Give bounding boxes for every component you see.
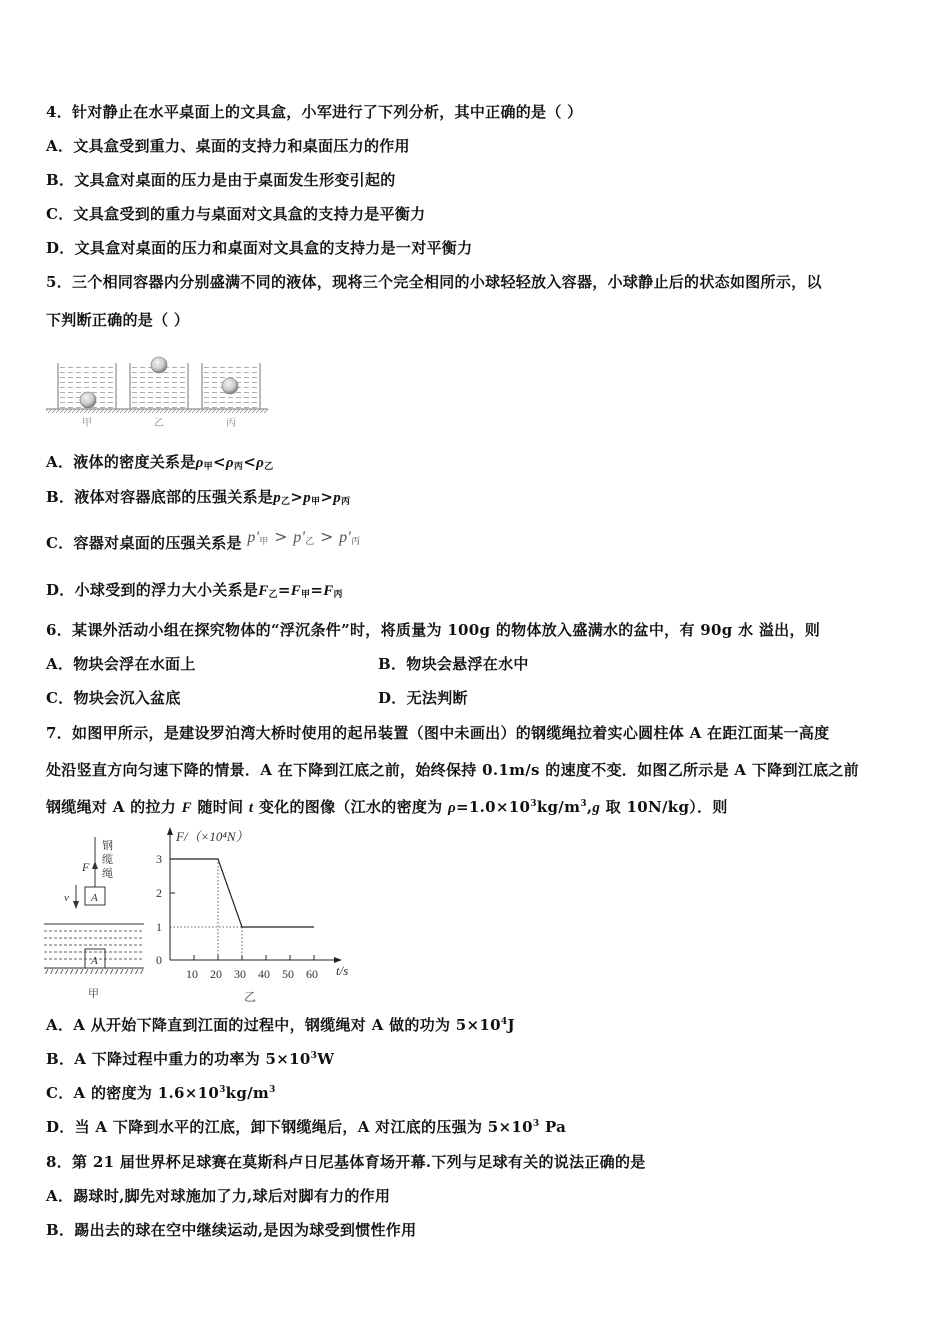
force-arrow-icon: [92, 861, 98, 869]
svg-text:50: 50: [282, 967, 294, 981]
caption-jia: 甲: [88, 988, 99, 1000]
svg-text:0: 0: [156, 953, 162, 967]
ground-hatch: [46, 409, 268, 413]
svg-text:40: 40: [258, 967, 270, 981]
q5-option-c: [46, 527, 361, 558]
svg-text:10: 10: [186, 967, 198, 981]
q6-option-c: C．物块会沉入盆底: [46, 689, 181, 707]
x-axis-label: t/s: [336, 963, 349, 978]
q7-option-a: A．A 从开始下降直到江面的过程中，钢缆绳对 A 做的功为 $5\times 10^4J$: [46, 1016, 515, 1034]
q5-option-c-text: C．容器对桌面的压强关系是: [46, 534, 242, 552]
q7-option-d: D．当 A 下降到水平的江底，卸下钢缆绳后，A 对江底的压强为 $5\times 10^3$ Pa: [46, 1118, 567, 1136]
label-bing: 丙: [226, 418, 236, 429]
velocity-label: v: [64, 892, 69, 904]
force-label: F: [82, 860, 90, 874]
container-jia: [58, 363, 116, 409]
force-series-line: [170, 859, 314, 927]
q6-option-b: B．物块会悬浮在水中: [378, 655, 529, 673]
q5-option-b: B．液体对容器底部的压强关系是$p_乙>p_甲>p_丙$: [46, 488, 351, 507]
q8-option-b: B．踢出去的球在空中继续运动,是因为球受到惯性作用: [46, 1221, 417, 1239]
q7-option-c: C．A 的密度为 $1.6\times 10^3kg/m^3$: [46, 1084, 276, 1102]
q5-option-c-formula: $p'_甲 > p'_乙 > p'_丙$: [247, 527, 361, 547]
container-yi: [130, 357, 188, 409]
caption-yi: 乙: [244, 990, 257, 1004]
q5-option-a-text: A．液体的密度关系是: [46, 453, 196, 471]
y-axis-label: F/（×10⁴N）: [176, 829, 249, 844]
svg-text:缆: 缆: [102, 854, 113, 866]
svg-text:A: A: [91, 892, 98, 904]
svg-text:绳: 绳: [102, 868, 113, 880]
q5-option-a: A．液体的密度关系是$\rho_甲<\rho_丙<\rho_乙$: [46, 453, 274, 472]
ball-jia: [80, 392, 96, 408]
q7-stem-line2: 处沿竖直方向匀速下降的情景．A 在下降到江底之前，始终保持 0.1m/s 的速度不变．如图乙所示是 A 下降到江底之前: [46, 761, 859, 779]
q4-option-b: B．文具盒对桌面的压力是由于桌面发生形变引起的: [46, 171, 396, 189]
svg-text:3: 3: [156, 852, 162, 866]
q4-stem: 4．针对静止在水平桌面上的文具盒，小军进行了下列分析，其中正确的是（ ）: [46, 103, 583, 121]
riverbed-hatch: [44, 968, 144, 974]
q8-option-a: A．踢球时,脚先对球施加了力,球后对脚有力的作用: [46, 1187, 391, 1205]
label-yi: 乙: [154, 418, 164, 429]
svg-text:30: 30: [234, 967, 246, 981]
svg-text:20: 20: [210, 967, 222, 981]
svg-text:2: 2: [156, 886, 162, 900]
svg-text:钢: 钢: [102, 840, 113, 852]
svg-text:1: 1: [156, 920, 162, 934]
q7-stem-line1: 7．如图甲所示，是建设罗泊湾大桥时使用的起吊装置（图中未画出）的钢缆绳拉着实心圆柱体 A 在距江面某一高度: [46, 724, 830, 742]
ball-yi: [151, 357, 167, 373]
q5-option-d-text: D．小球受到的浮力大小关系是: [46, 581, 259, 599]
label-jia: 甲: [82, 418, 92, 429]
q7-option-b: B．A 下降过程中重力的功率为 $5\times 10^3W$: [46, 1050, 335, 1068]
q5-option-d: D．小球受到的浮力大小关系是$F_乙=F_甲=F_丙$: [46, 581, 343, 600]
q8-stem: 8．第 21 届世界杯足球赛在莫斯科卢日尼基体育场开幕.下列与足球有关的说法正确的是: [46, 1153, 646, 1171]
svg-text:A: A: [91, 955, 98, 967]
container-bing: [202, 363, 260, 409]
q7-chart-yi: [150, 825, 370, 1005]
q6-stem: 6．某课外活动小组在探究物体的“浮沉条件”时，将质量为 100g 的物体放入盛满水的盆中，有 90g 水 溢出，则: [46, 621, 821, 639]
q5-stem-line1: 5．三个相同容器内分别盛满不同的液体，现将三个完全相同的小球轻轻放入容器，小球静止后的状态如图所示，以: [46, 273, 822, 291]
q4-option-a: A．文具盒受到重力、桌面的支持力和桌面压力的作用: [46, 137, 410, 155]
q5-containers-figure: [44, 345, 269, 430]
x-ticks: [186, 955, 318, 981]
ball-bing: [222, 378, 238, 394]
svg-text:60: 60: [306, 967, 318, 981]
q6-option-a: A．物块会浮在水面上: [46, 655, 196, 673]
q5-option-b-text: B．液体对容器底部的压强关系是: [46, 488, 274, 506]
q4-option-d: D．文具盒对桌面的压力和桌面对文具盒的支持力是一对平衡力: [46, 239, 473, 257]
q7-stem-line3: 钢缆绳对 A 的拉力 F 随时间 t 变化的图像（江水的密度为 $\rho=1.0\times 10^3kg/m^3,g$ 取 10N/kg）．则: [46, 798, 728, 816]
q6-option-d: D．无法判断: [378, 689, 468, 707]
velocity-arrow-icon: [73, 901, 79, 909]
q4-option-c: C．文具盒受到的重力与桌面对文具盒的支持力是平衡力: [46, 205, 426, 223]
q5-stem-line2: 下判断正确的是（ ）: [46, 311, 190, 329]
q7-figure-jia: [40, 825, 160, 1005]
